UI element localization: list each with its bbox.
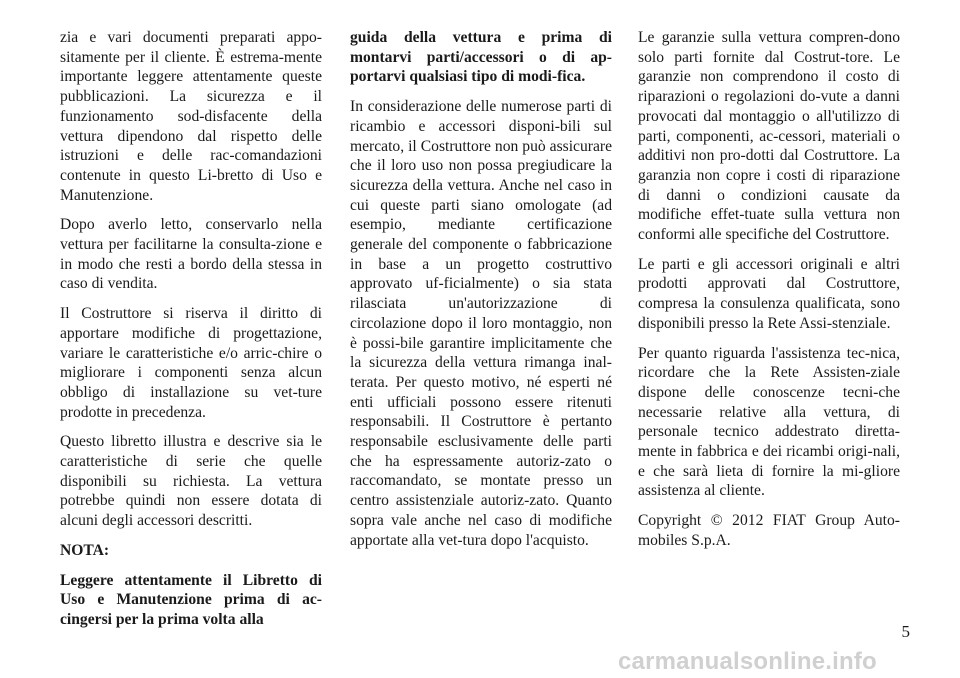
text-column-1 <box>60 28 322 630</box>
watermark: carmanualsonline.info <box>618 648 877 675</box>
page-number: 5 <box>901 622 910 641</box>
paragraph-spare-parts: In considerazione delle numerose parti di ricambio e accessori disponi-bili sul mercato, il Costruttore non può assicurare che il loro uso non possa pregiudicare la sicurezza della vettura. Anche nel caso in cui queste parti siano omologate (ad esempio, mediante certificazione generale del componente o fabbricazione in base a un progetto costruttivo approvato uf-ficialmente) o sia stata rilasciata un'autorizzazione di circolazione dopo il loro montaggio, non è possi-bile garantire implicitamente che la sicurezza della vettura rimanga inal-terata. Per questo motivo, né esperti né enti ufficiali possono essere ritenuti responsabili. Il Costruttore è pertanto responsabile esclusivamente delle parti che ha espressamente autoriz-zato o raccomandato, se montate presso un centro assistenziale autoriz-zato. Quanto sopra vale anche nel caso di modifiche apportate alla vet-tura dopo l'acquisto. <box>350 98 612 549</box>
paragraph-warranty: Le garanzie sulla vettura compren-dono solo parti fornite dal Costrut-tore. Le garanzie non comprendono il costo di riparazioni o regolazioni do-vute a danni provocati dal montaggio o all'utilizzo di parti, componenti, ac-cessori, materiali o additivi non pro-dotti dal Costruttore. La garanzia non copre i costi di riparazione di danni o condizioni causate da modifiche effet-tuate sulla vettura non conformi alle specifiche del Costruttore. <box>638 29 900 244</box>
paragraph-intro-continued: zia e vari documenti preparati appo-sitamente per il cliente. È estrema-mente importante leggere attentamente queste pubblicazioni. La sicurezza e il funzionamento sod-disfacente della vettura dipendono dal rispetto delle istruzioni e delle rac-comandazioni contenute in questo Li-bretto di Uso e Manutenzione. <box>60 29 322 204</box>
note-text-continued: guida della vettura e prima di montarvi parti/accessori o di ap-portarvi qualsiasi tipo di modi-fica. <box>350 29 612 86</box>
note-label: NOTA: <box>60 541 110 559</box>
paragraph-keep-in-vehicle: Dopo averlo letto, conservarlo nella vettura per facilitarne la consulta-zione e in modo che resti a bordo della stessa in caso di vendita. <box>60 216 322 293</box>
paragraph-manufacturer-rights: Il Costruttore si riserva il diritto di apportare modifiche di progettazione, variare le caratteristiche e/o arric-chire o migliorare i componenti senza alcun obbligo di installazione su vet-ture prodotte in precedenza. <box>60 305 322 421</box>
paragraph-service-network: Per quanto riguarda l'assistenza tec-nica, ricordare che la Rete Assisten-ziale dispone delle conoscenze tecni-che necessarie relative alla vettura, di personale tecnico addestrato diretta-mente in fabbrica e dei ricambi origi-nali, e che sarà lieta di fornire la mi-gliore assistenza al cliente. <box>638 344 900 500</box>
text-column-2 <box>350 28 612 560</box>
copyright-notice: Copyright © 2012 FIAT Group Auto-mobiles S.p.A. <box>638 512 900 549</box>
text-column-3 <box>638 28 900 561</box>
note-text-start: Leggere attentamente il Libretto di Uso e Manutenzione prima di ac-cingersi per la prima volta alla <box>60 571 322 628</box>
paragraph-original-parts: Le parti e gli accessori originali e altri prodotti approvati dal Costruttore, compresa la consulenza qualificata, sono disponibili presso la Rete Assi-stenziale. <box>638 255 900 332</box>
paragraph-optional-equipment: Questo libretto illustra e descrive sia le caratteristiche di serie che quelle disponibili su richiesta. La vettura potrebbe quindi non essere dotata di alcuni degli accessori descritti. <box>60 433 322 530</box>
